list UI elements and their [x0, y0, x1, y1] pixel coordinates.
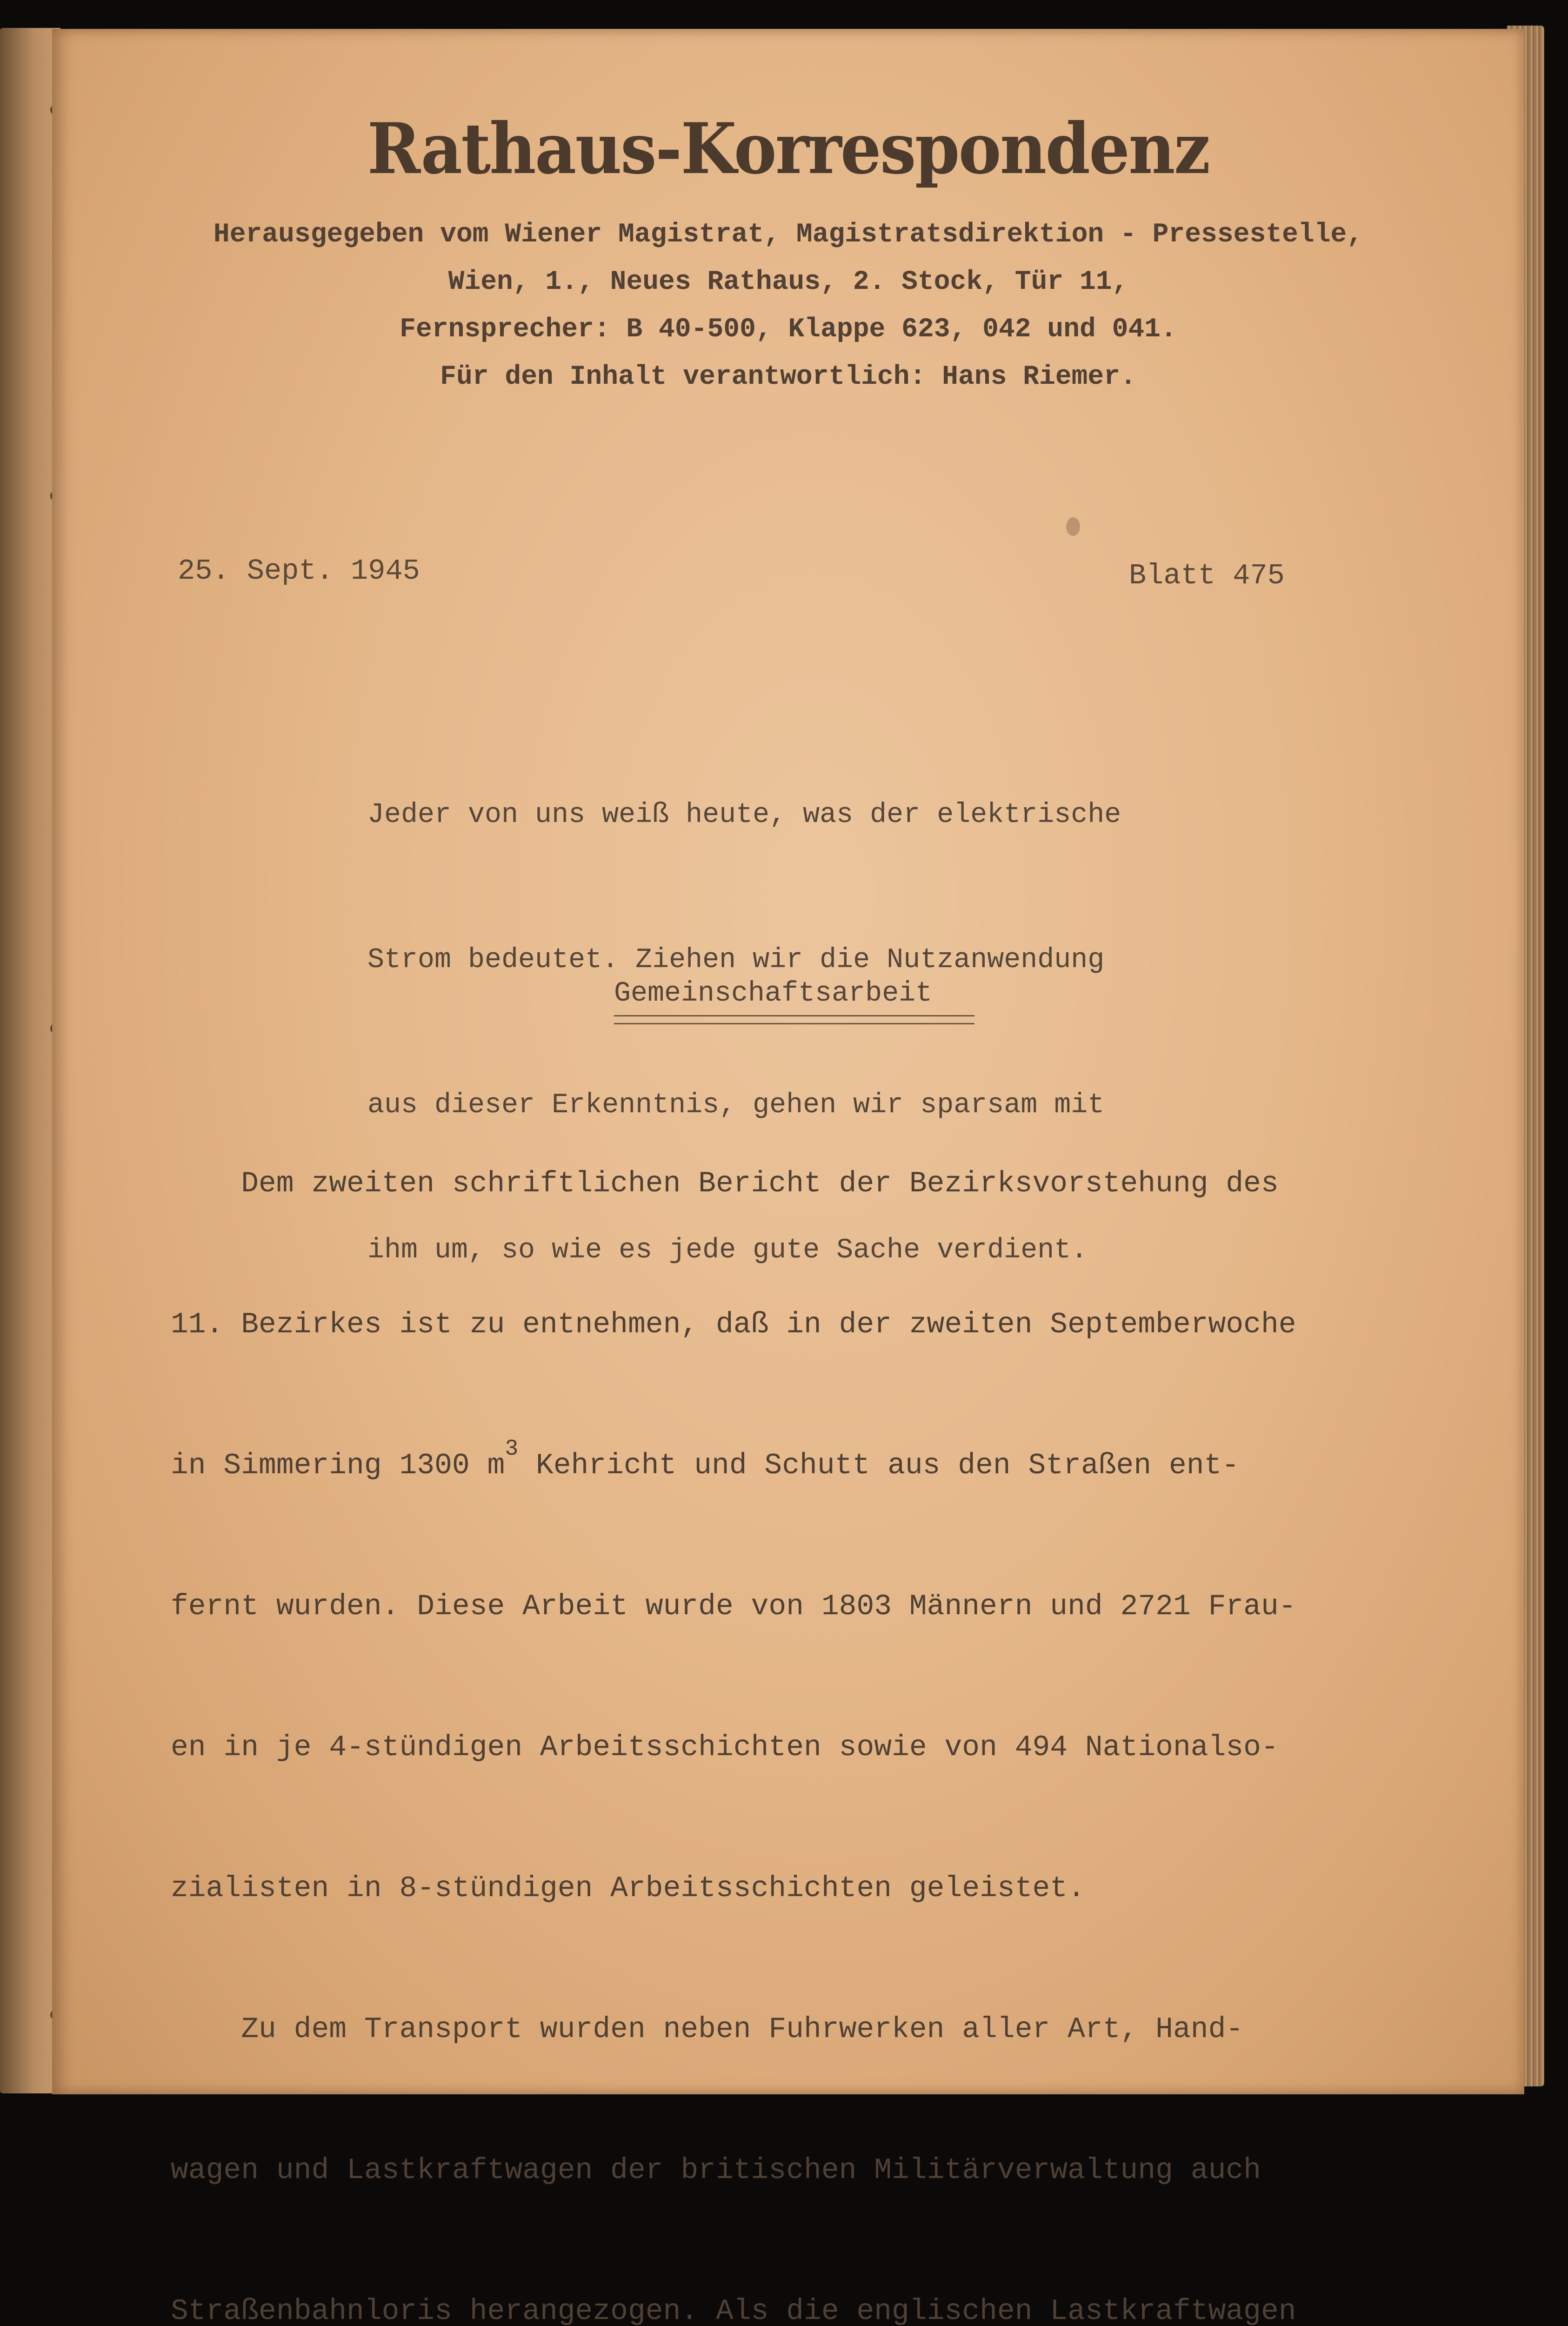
- intro-line: aus dieser Erkenntnis, gehen wir sparsam mit: [367, 1089, 1105, 1121]
- body-text: [171, 1066, 1314, 2326]
- body-line: [171, 1437, 1314, 1489]
- body-line: Zu dem Transport wurden neben Fuhrwerken aller Art, Hand-: [171, 2013, 1244, 2046]
- body-line: Dem zweiten schriftlichen Bericht der Bezirksvorstehung des: [171, 1167, 1279, 1200]
- body-line: fernt wurden. Diese Arbeit wurde von 1803 Männern und 2721 Frau-: [171, 1590, 1296, 1623]
- intro-line: Strom bedeutet. Ziehen wir die Nutzanwendung: [367, 944, 1105, 976]
- body-line: zialisten in 8-stündigen Arbeitsschichten geleistet.: [171, 1872, 1085, 1905]
- body-line: Straßenbahnloris herangezogen. Als die englischen Lastkraftwagen: [171, 2295, 1296, 2326]
- body-line-segment: in Simmering 1300 m: [171, 1449, 505, 1482]
- body-line: en in je 4-stündigen Arbeitsschichten sowie von 494 Nationalso-: [171, 1731, 1279, 1764]
- document-date: 25. Sept. 1945: [178, 555, 420, 588]
- masthead-title: Rathaus-Korrespondenz: [367, 108, 1209, 190]
- superscript: 3: [505, 1437, 519, 1462]
- heading-double-underline: [614, 1015, 974, 1024]
- previous-page-edge: [0, 28, 60, 2093]
- paper-stain: [1066, 517, 1080, 536]
- sheet-number: Blatt 475: [1129, 559, 1285, 592]
- section-heading: Gemeinschaftsarbeit: [614, 978, 933, 1009]
- intro-line: Jeder von uns weiß heute, was der elektrische: [367, 799, 1121, 831]
- editor-line: Für den Inhalt verantwortlich: Hans Riemer.: [440, 362, 1136, 392]
- address-line: Wien, 1., Neues Rathaus, 2. Stock, Tür 11,: [448, 267, 1128, 297]
- publisher-line: Herausgegeben vom Wiener Magistrat, Magistratsdirektion - Pressestelle,: [213, 220, 1363, 250]
- body-line-segment: Kehricht und Schutt aus den Straßen ent-: [518, 1449, 1240, 1482]
- phone-line: Fernsprecher: B 40-500, Klappe 623, 042 und 041.: [400, 314, 1177, 345]
- intro-line: ihm um, so wie es jede gute Sache verdient.: [367, 1235, 1088, 1266]
- document-page: [52, 29, 1524, 2326]
- body-line: wagen und Lastkraftwagen der britischen Militärverwaltung auch: [171, 2154, 1261, 2187]
- body-line: 11. Bezirkes ist zu entnehmen, daß in der zweiten Septemberwoche: [171, 1308, 1296, 1341]
